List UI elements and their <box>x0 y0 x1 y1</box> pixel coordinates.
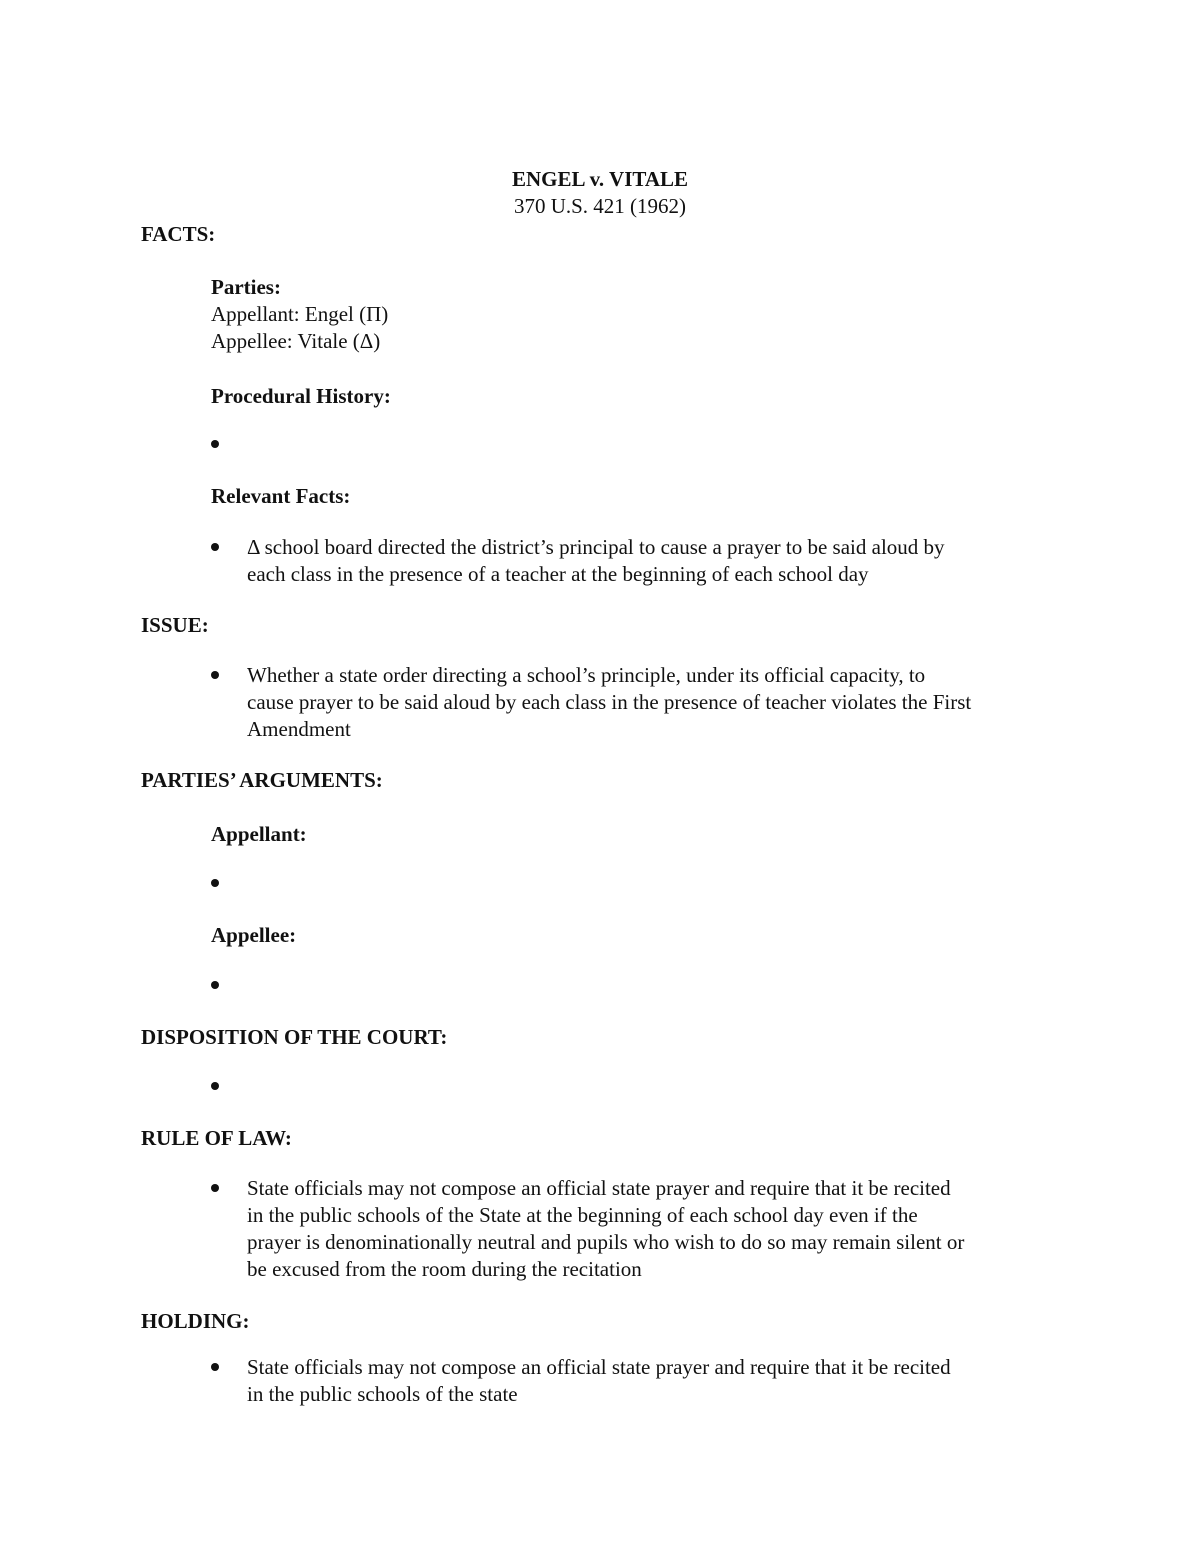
parties-heading: Parties: <box>211 275 281 299</box>
appellant-arguments-heading: Appellant: <box>211 822 307 846</box>
rule-of-law-heading: RULE OF LAW: <box>141 1126 292 1150</box>
bullet-text: State officials may not compose an official state prayer and require that it be recited in the public schools of the state <box>247 1355 951 1406</box>
issue-heading: ISSUE: <box>141 613 209 637</box>
bullet-icon <box>211 671 219 679</box>
appellee-arguments-heading: Appellee: <box>211 923 297 947</box>
case-title: ENGEL v. VITALE <box>511 167 689 191</box>
appellant-party-line: Appellant: Engel (Π) <box>211 302 389 326</box>
bullet-icon <box>211 1363 219 1371</box>
facts-heading: FACTS: <box>141 222 216 246</box>
bullet-icon <box>211 440 219 448</box>
case-title-block <box>0 166 1200 220</box>
case-citation: 370 U.S. 421 (1962) <box>513 194 687 218</box>
arguments-heading: PARTIES’ ARGUMENTS: <box>141 768 383 792</box>
bullet-icon <box>211 981 219 989</box>
relevant-facts-heading: Relevant Facts: <box>211 484 351 508</box>
bullet-text: Whether a state order directing a school’s principle, under its official capacity, to cause prayer to be said aloud by each class in the presence of teacher violates the First Amendment <box>247 663 972 741</box>
bullet-text: Δ school board directed the district’s principal to cause a prayer to be said aloud by each class in the presence of a teacher at the beginning of each school day <box>247 535 945 586</box>
holding-heading: HOLDING: <box>141 1309 250 1333</box>
bullet-text: State officials may not compose an official state prayer and require that it be recited in the public schools of the State at the beginning of each school day even if the prayer is denominationally neutral and pupils who wish to do so may remain silent or be excused from the room during the recitation <box>247 1176 965 1281</box>
bullet-icon <box>211 1082 219 1090</box>
appellee-party-line: Appellee: Vitale (Δ) <box>211 329 381 353</box>
procedural-history-heading: Procedural History: <box>211 384 391 408</box>
bullet-icon <box>211 543 219 551</box>
bullet-icon <box>211 1184 219 1192</box>
disposition-heading: DISPOSITION OF THE COURT: <box>141 1025 448 1049</box>
bullet-icon <box>211 879 219 887</box>
